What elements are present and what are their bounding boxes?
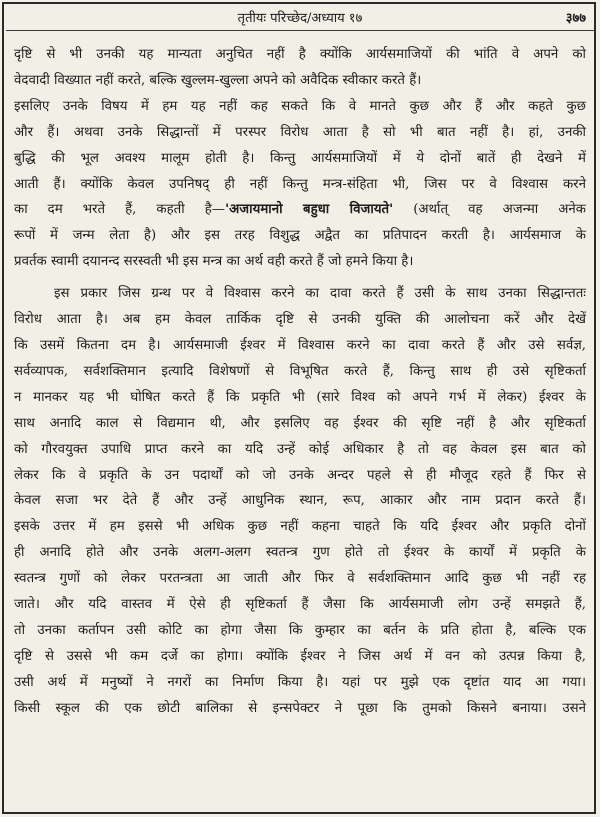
paragraph-2: [14, 281, 586, 721]
text-line: साथ अनादि काल से विद्यमान थी, और इसलिए वह ईश्वर की सृष्टि नहीं है और सृष्टिकर्ता: [14, 415, 586, 431]
text-line: इसलिए उनके विषय में हम यह नहीं कह सकते कि वे मानते कुछ और हैं और कहते कुछ: [14, 98, 586, 114]
quote-line-after: (अर्थात् वह अजन्मा अनेक: [393, 202, 586, 218]
text-line: जाते। और यदि वास्तव में ऐसे ही सृष्टिकर्ता हैं जैसा कि आर्यसमाजी लोग उन्हें समझते हैं,: [14, 597, 586, 613]
text-line: केवल सजा भर देते हैं और उन्हें आधुनिक स्थान, रूप, आकार और नाम प्रदान करते हैं।: [14, 493, 586, 509]
quote-line-before: का दम भरते हैं, कहती है—: [14, 202, 226, 218]
header-rule: [6, 30, 594, 31]
text-line: किसी स्कूल की एक छोटी बालिका से इन्सपेक्टर ने पूछा कि तुमको किसने बनाया। उसने: [14, 700, 586, 716]
text-line: बुद्धि की भूल अवश्य मालूम होती है। किन्तु आर्यसमाजियों में ये दोनों बातें ही देखने में: [14, 150, 586, 166]
running-header: [0, 6, 600, 30]
text-line: वेदवादी विख्यात नहीं करते, बल्कि खुल्लम-खुल्ला अपने को अवैदिक स्वीकार करते हैं।: [14, 72, 422, 88]
text-line: स्वतन्त्र गुणों को लेकर परतन्त्रता आ जाती और फिर वे सर्वशक्तिमान आदि कुछ भी नहीं रह: [14, 571, 586, 587]
text-line: लेकर कि वे प्रकृति के उन पदार्थों को जो उनके अन्दर पहले से ही मौजूद रहते हैं फिर से: [14, 467, 586, 483]
text-line: कि उसमें कितना दम है। आर्यसमाजी ईश्वर में विश्वास करने का दावा करते हैं और उसे सर्वज्ञ,: [14, 337, 586, 353]
text-line: को गौरवयुक्त उपाधि प्राप्त करने का यदि उन्हें कोई अधिकार है तो वह केवल इस बात को: [14, 441, 586, 457]
paragraph-1: [14, 42, 586, 275]
text-line: न मानकर यह भी घोषित करते हैं कि प्रकृति भी (सारे विश्व को अपने गर्भ में लेकर) ईश्वर के: [14, 389, 586, 405]
chapter-title: तृतीयः परिच्छेद/अध्याय १७: [237, 11, 363, 26]
text-line: ही अनादि होते और उनके अलग-अलग स्वतन्त्र गुण होते तो ईश्वर के कार्यों में प्रकृति के: [14, 545, 586, 561]
text-line: इस प्रकार जिस ग्रन्थ पर वे विश्वास करने का दावा करते हैं उसी के साथ उनका सिद्धान्ततः: [54, 286, 586, 302]
text-line: दृष्टि से उससे भी कम दर्जे का होगा। क्योंकि ईश्वर ने जिस अर्थ में वन को उत्पन्न किया है,: [14, 648, 586, 664]
text-line: तो उनका कर्तापन उसी कोटि का होगा जैसा कि कुम्हार का बर्तन के प्रति होता है, बल्कि एक: [14, 622, 586, 638]
body-text: [14, 42, 586, 722]
text-line: उसी अर्थ में मनुष्यों ने नगरों का निर्माण किया है। यहां पर मुझे एक दृष्टांत याद आ गया।: [14, 674, 586, 690]
text-line: सर्वव्यापक, सर्वशक्तिमान इत्यादि विशेषणों से विभूषित करते हैं, किन्तु साथ ही उसे सृष्टिकर्ता: [14, 363, 586, 379]
text-line: इसके उत्तर में हम इससे भी अधिक कुछ नहीं कहना चाहते कि यदि ईश्वर और प्रकृति दोनों: [14, 519, 586, 535]
text-line: दृष्टि से भी उनकी यह मान्यता अनुचित नहीं है क्योंकि आर्यसमाजियों की भांति वे अपने को: [14, 47, 586, 62]
text-line: विरोध आता है। अब हम केवल तार्किक दृष्टि से उनकी युक्ति की आलोचना करें और देखें: [14, 312, 586, 328]
quote-line: [14, 197, 586, 223]
sanskrit-quote: 'अजायमानो बहुधा विजायते': [225, 202, 394, 218]
text-line: रूपों में जन्म लेता है) और इस तरह विशुद्ध अद्वैत का प्रतिपादन करती है। आर्यसमाज के: [14, 228, 586, 244]
text-line: और हैं। अथवा उनके सिद्धान्तों में परस्पर विरोध आता है सो भी बात नहीं है। हां, उनकी: [14, 124, 586, 140]
text-line: प्रवर्तक स्वामी दयानन्द सरस्वती भी इस मन्त्र का अर्थ वही करते हैं जो हमने किया है।: [14, 254, 414, 270]
text-line: आती हैं। क्योंकि केवल उपनिषद् ही नहीं किन्तु मन्त्र-संहिता भी, जिस पर वे विश्वास करने: [14, 176, 586, 192]
page-number: ३७७: [565, 11, 586, 26]
